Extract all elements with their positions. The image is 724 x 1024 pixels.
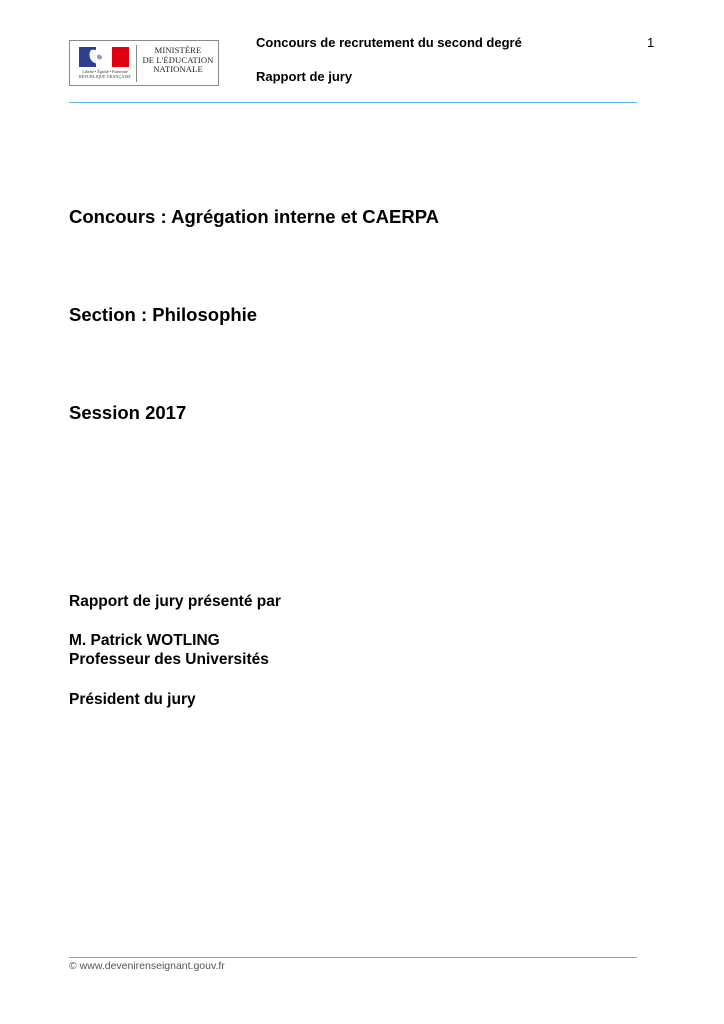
- president-title: Professeur des Universités: [69, 651, 269, 668]
- president-name: M. Patrick WOTLING: [69, 632, 220, 649]
- logo-ministry-text: MINISTÈRE DE L'ÉDUCATION NATIONALE: [142, 45, 214, 75]
- header-rule: [69, 102, 637, 103]
- marianne-flag-icon: [79, 47, 129, 67]
- header-title: Concours de recrutement du second degré: [256, 35, 522, 50]
- logo-country: RÉPUBLIQUE FRANÇAISE: [78, 74, 132, 79]
- concours-title: Concours : Agrégation interne et CAERPA: [69, 206, 440, 227]
- header-subtitle: Rapport de jury: [256, 69, 353, 84]
- session-title: Session 2017: [69, 402, 187, 423]
- logo-motto: Liberté • Égalité • Fraternité: [82, 69, 128, 74]
- rapport-presente-label: Rapport de jury présenté par: [69, 593, 281, 610]
- footer-website: © www.devenirenseignant.gouv.fr: [69, 960, 225, 972]
- page-number: 1: [647, 35, 655, 50]
- ministry-logo: [69, 40, 219, 86]
- president-role: Président du jury: [69, 691, 196, 708]
- logo-divider: [136, 45, 137, 82]
- section-title: Section : Philosophie: [69, 304, 258, 325]
- footer-rule: [69, 957, 637, 958]
